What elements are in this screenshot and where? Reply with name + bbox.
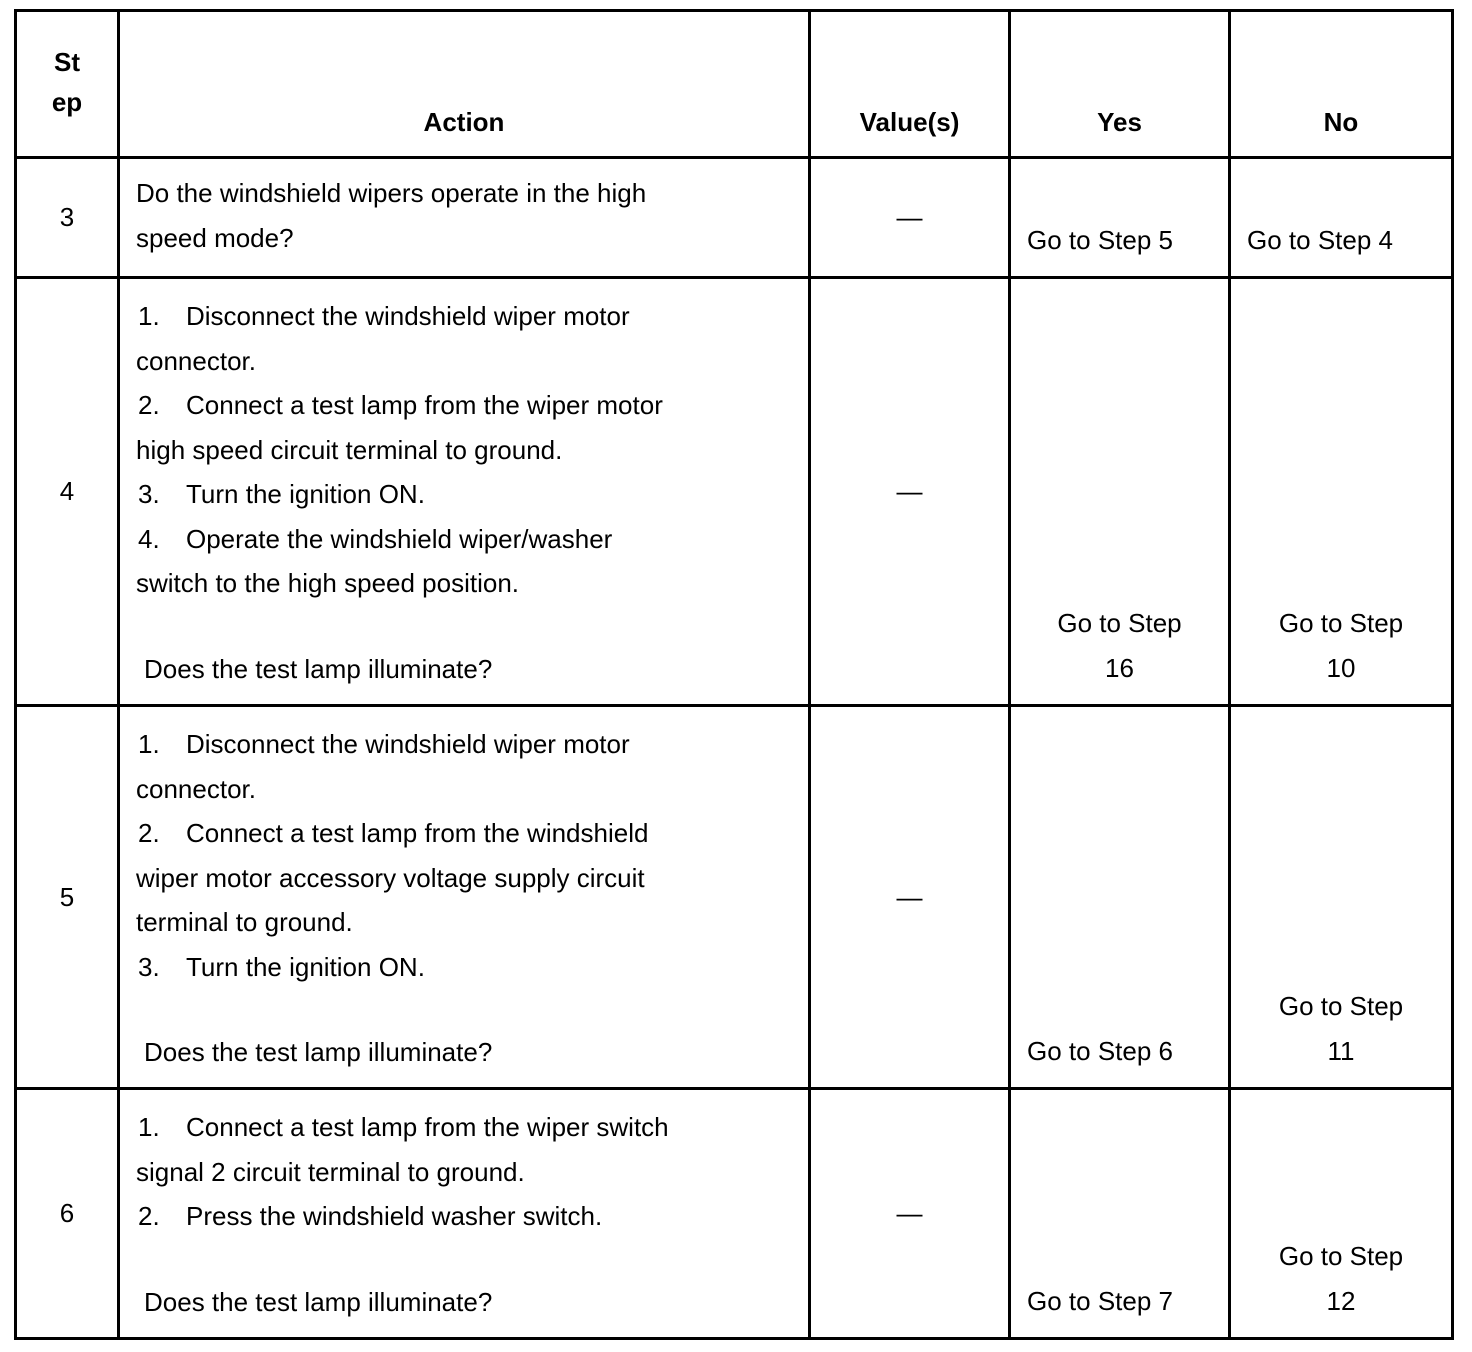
value-cell: — (810, 706, 1010, 1089)
header-row (16, 11, 1453, 158)
action-cell: Do the windshield wipers operate in the high speed mode? (119, 158, 810, 278)
table-row (16, 1089, 1453, 1339)
diagnostic-table (14, 9, 1454, 1340)
no-cell: Go to Step 11 (1230, 706, 1453, 1089)
yes-cell: Go to Step 6 (1010, 706, 1230, 1089)
yes-cell: Go to Step 5 (1010, 158, 1230, 278)
table-row (16, 158, 1453, 278)
yes-header: Yes (1010, 11, 1230, 158)
no-header: No (1230, 11, 1453, 158)
values-header: Value(s) (810, 11, 1010, 158)
no-cell: Go to Step 12 (1230, 1089, 1453, 1339)
step-number: 3 (16, 158, 119, 278)
question-text: Does the test lamp illuminate? (144, 1286, 493, 1317)
action-cell: 1. Disconnect the windshield wiper motor connector. 2. Connect a test lamp from the windshield wiper motor accessory voltage supply circuit terminal to ground. 3. Turn the ignition ON. Does the test lamp illuminate? (119, 706, 810, 1089)
step-header: St ep (16, 11, 119, 158)
step-number: 4 (16, 278, 119, 706)
action-cell: 1. Connect a test lamp from the wiper switch signal 2 circuit terminal to ground. 2. Press the windshield washer switch. Does the test lamp illuminate? (119, 1089, 810, 1339)
value-cell: — (810, 278, 1010, 706)
question-text: Does the test lamp illuminate? (144, 653, 493, 684)
step-number: 5 (16, 706, 119, 1089)
action-header: Action (119, 11, 810, 158)
action-cell: 1. Disconnect the windshield wiper motor connector. 2. Connect a test lamp from the wiper motor high speed circuit terminal to ground. 3. Turn the ignition ON. 4. Operate the windshield wiper/washer switch to the high speed position. Does the test lamp illuminate? (119, 278, 810, 706)
no-cell: Go to Step 10 (1230, 278, 1453, 706)
value-cell: — (810, 158, 1010, 278)
yes-cell: Go to Step 7 (1010, 1089, 1230, 1339)
question-text: Does the test lamp illuminate? (144, 1037, 493, 1067)
table-row (16, 278, 1453, 706)
value-cell: — (810, 1089, 1010, 1339)
step-number: 6 (16, 1089, 119, 1339)
yes-cell: Go to Step 16 (1010, 278, 1230, 706)
no-cell: Go to Step 4 (1230, 158, 1453, 278)
table-row (16, 706, 1453, 1089)
